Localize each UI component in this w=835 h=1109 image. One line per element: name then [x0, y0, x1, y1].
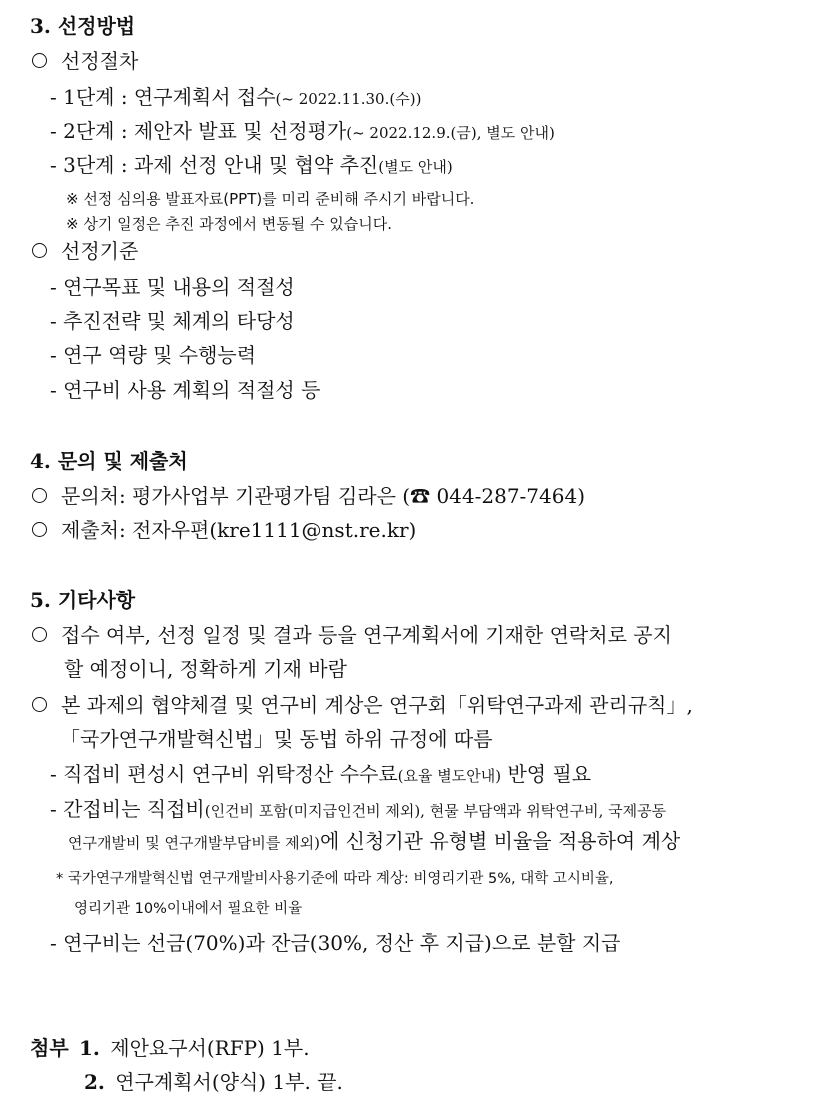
- attachment-2: [84, 1069, 343, 1095]
- inquiry-row: [32, 483, 585, 509]
- step-2: [50, 118, 555, 146]
- attachment-1: [30, 1035, 310, 1061]
- note-2: ※ 상기 일정은 추진 과정에서 변동될 수 있습니다.: [66, 215, 393, 233]
- attachment-1-text: 제안요구서(RFP) 1부.: [110, 1036, 310, 1060]
- procedure-title-row: [32, 48, 138, 74]
- circle-bullet-icon: [32, 697, 47, 712]
- item1-line2: 할 예정이니, 정확하게 기재 바람: [64, 657, 347, 681]
- direct-cost-tail: 반영 필요: [501, 762, 592, 786]
- attachment-2-text: 연구계획서(양식) 1부. 끝.: [115, 1070, 343, 1094]
- step-3-detail: (별도 안내): [378, 158, 453, 176]
- step-2-detail: (~ 2022.12.9.(금), 별도 안내): [346, 124, 555, 142]
- inquiry-text: 문의처: 평가사업부 기관평가팀 김라은 (☎ 044-287-7464): [61, 484, 586, 508]
- submission-text: 제출처: 전자우편(kre1111@nst.re.kr): [61, 518, 417, 542]
- indirect-cost-small1: (인건비 포함(미지급인건비 제외), 현물 부담액과 위탁연구비, 국제공동: [204, 802, 667, 820]
- section5-heading: 5. 기타사항: [30, 588, 136, 612]
- indirect-cost-line1: [50, 796, 666, 824]
- criteria-item-2: - 추진전략 및 체계의 타당성: [50, 309, 295, 333]
- step-1: [50, 84, 421, 112]
- criteria-item-4: - 연구비 사용 계획의 적절성 등: [50, 378, 321, 402]
- direct-cost-small: (요율 별도안내): [397, 767, 502, 785]
- section4-heading: 4. 문의 및 제출처: [30, 449, 188, 473]
- step-3: [50, 152, 453, 180]
- attachment-label: 첨부: [30, 1036, 69, 1060]
- attachment-2-num: 2.: [84, 1070, 105, 1094]
- payment: - 연구비는 선금(70%)과 잔금(30%, 정산 후 지급)으로 분할 지급: [50, 931, 621, 955]
- indirect-cost-main: - 간접비는 직접비: [50, 797, 205, 821]
- step-1-main: - 1단계 : 연구계획서 접수: [50, 85, 276, 109]
- circle-bullet-icon: [32, 627, 47, 642]
- item1-line1-row: [32, 622, 672, 648]
- footnote-line2: 영리기관 10%이내에서 필요한 비율: [74, 901, 303, 917]
- direct-cost: [50, 761, 591, 789]
- circle-bullet-icon: [32, 243, 47, 258]
- criteria-title-row: [32, 238, 138, 264]
- criteria-item-1: - 연구목표 및 내용의 적절성: [50, 275, 295, 299]
- indirect-cost-small2: 연구개발비 및 연구개발부담비를 제외): [68, 834, 320, 852]
- step-2-main: - 2단계 : 제안자 발표 및 선정평가: [50, 119, 347, 143]
- footnote-line1: * 국가연구개발혁신법 연구개발비사용기준에 따라 계상: 비영리기관 5%, 대학 고시비율,: [56, 871, 614, 887]
- criteria-item-3: - 연구 역량 및 수행능력: [50, 343, 257, 367]
- submission-row: [32, 517, 416, 543]
- circle-bullet-icon: [32, 522, 47, 537]
- attachment-1-num: 1.: [79, 1036, 100, 1060]
- circle-bullet-icon: [32, 488, 47, 503]
- item2-line1-row: [32, 692, 693, 718]
- indirect-cost-tail: 에 신청기관 유형별 비율을 적용하여 계상: [320, 829, 681, 853]
- criteria-title: 선정기준: [61, 239, 139, 263]
- step-1-detail: (~ 2022.11.30.(수)): [275, 90, 422, 108]
- circle-bullet-icon: [32, 53, 47, 68]
- item2-line1: 본 과제의 협약체결 및 연구비 계상은 연구회「위탁연구과제 관리규칙」,: [61, 693, 693, 717]
- item1-line1: 접수 여부, 선정 일정 및 결과 등을 연구계획서에 기재한 연락처로 공지: [61, 623, 672, 647]
- item2-line2: 「국가연구개발혁신법」및 동법 하위 규정에 따름: [60, 727, 493, 751]
- procedure-title: 선정절차: [61, 49, 139, 73]
- step-3-main: - 3단계 : 과제 선정 안내 및 협약 추진: [50, 153, 379, 177]
- note-1: ※ 선정 심의용 발표자료(PPT)를 미리 준비해 주시기 바랍니다.: [66, 190, 475, 208]
- direct-cost-main: - 직접비 편성시 연구비 위탁정산 수수료: [50, 762, 398, 786]
- section3-heading: 3. 선정방법: [30, 14, 136, 38]
- indirect-cost-line2: [68, 828, 680, 856]
